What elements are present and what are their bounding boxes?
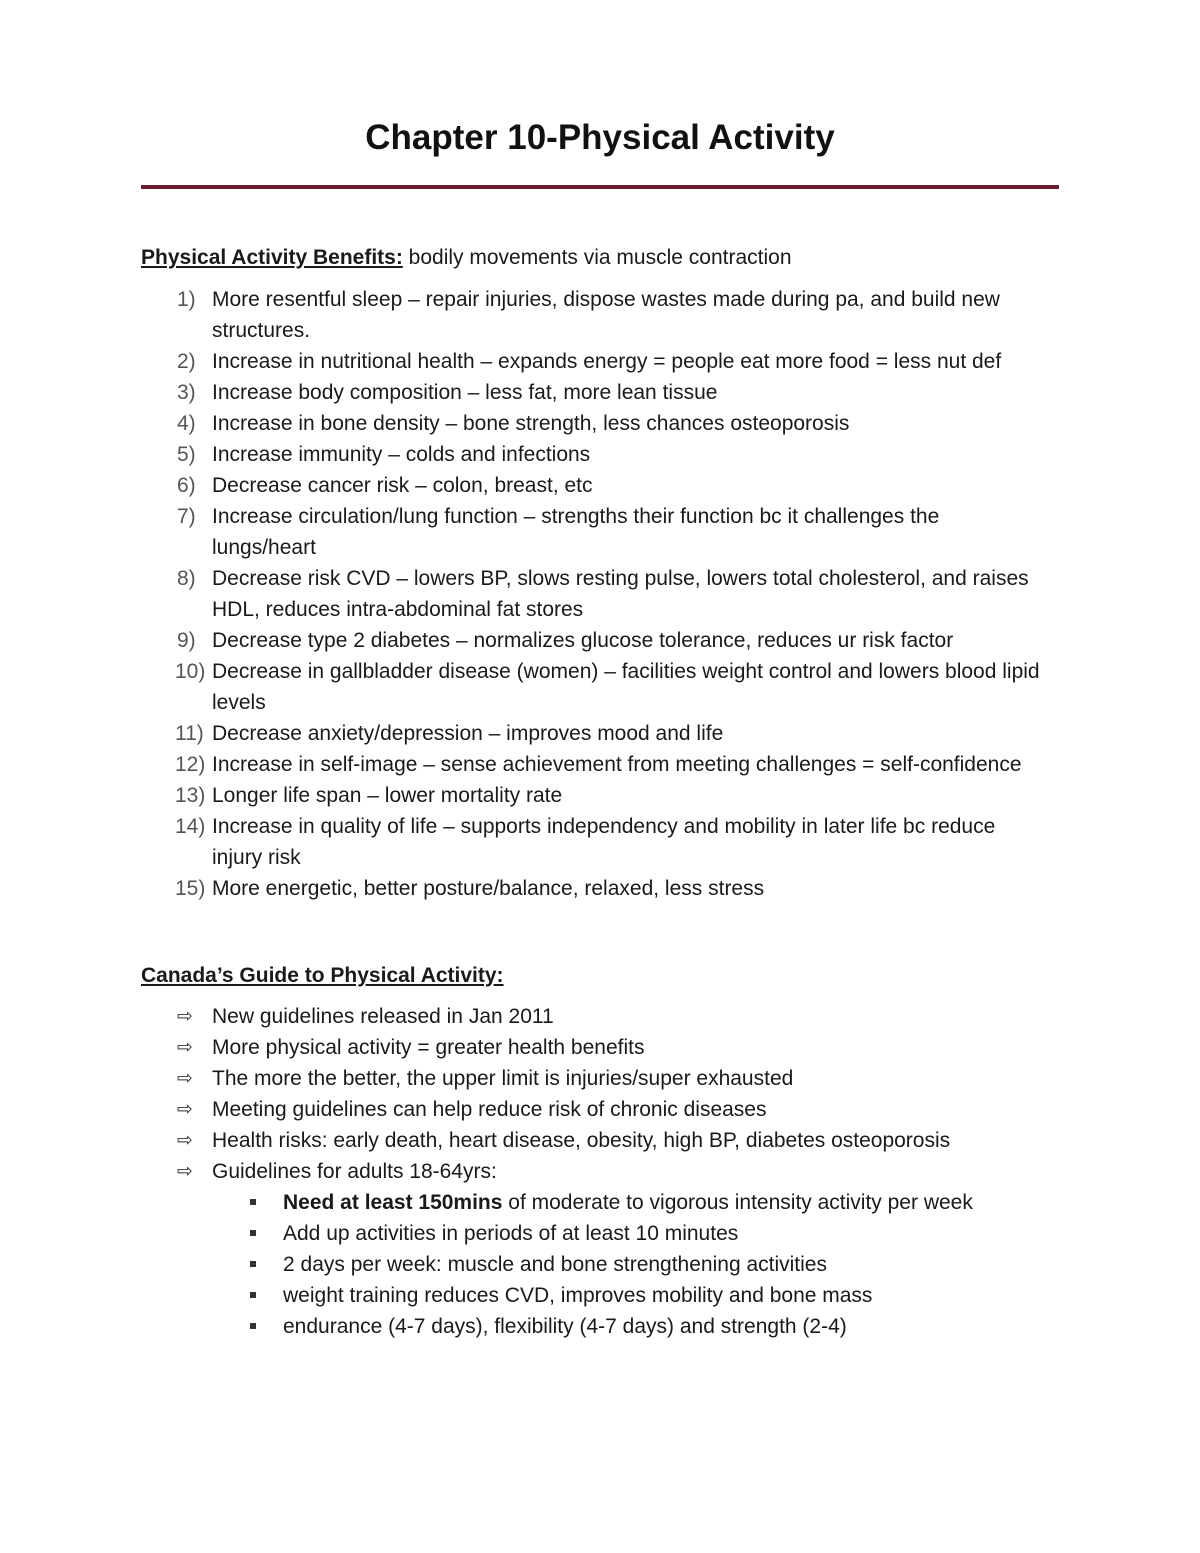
item-text: Increase immunity – colds and infections	[212, 443, 591, 466]
square-bullet-icon	[250, 1199, 256, 1205]
list-item	[141, 1032, 1046, 1063]
item-text: Increase in self-image – sense achievement from meeting challenges = self-confidence	[212, 753, 1022, 776]
list-item	[141, 1001, 1046, 1032]
item-text: More energetic, better posture/balance, relaxed, less stress	[212, 877, 765, 900]
item-text: Decrease risk CVD – lowers BP, slows resting pulse, lowers total cholesterol, and raises HDL, reduces intra-abdominal fat stores	[212, 567, 1029, 621]
list-item	[141, 408, 1046, 439]
list-item	[141, 501, 1046, 563]
section-guide-heading	[141, 960, 504, 991]
list-item	[141, 1063, 1046, 1094]
item-number: 2)	[177, 350, 196, 373]
item-text: Longer life span – lower mortality rate	[212, 784, 563, 807]
item-text: weight training reduces CVD, improves mobility and bone mass	[283, 1284, 873, 1307]
item-number: 11)	[175, 722, 204, 745]
item-number: 7)	[177, 505, 196, 528]
title-divider	[141, 185, 1059, 189]
list-item	[141, 749, 1046, 780]
sublist-item	[141, 1187, 1046, 1218]
item-text: Increase circulation/lung function – strengths their function bc it challenges the lungs/heart	[212, 505, 940, 559]
sublist-item	[141, 1280, 1046, 1311]
benefits-description: bodily movements via muscle contraction	[408, 246, 792, 269]
item-text: Increase in nutritional health – expands energy = people eat more food = less nut def	[212, 350, 1002, 373]
item-text: More resentful sleep – repair injuries, dispose wastes made during pa, and build new structures.	[212, 288, 1000, 342]
square-bullet-icon	[250, 1292, 256, 1298]
list-item	[141, 625, 1046, 656]
benefits-heading-label: Physical Activity Benefits:	[141, 246, 403, 269]
item-number: 3)	[177, 381, 196, 404]
list-item	[141, 470, 1046, 501]
item-text: Decrease anxiety/depression – improves mood and life	[212, 722, 724, 745]
benefits-list	[141, 284, 1046, 904]
list-item	[141, 811, 1046, 873]
guide-heading-label: Canada’s Guide to Physical Activity:	[141, 964, 504, 987]
item-text: Increase body composition – less fat, more lean tissue	[212, 381, 718, 404]
item-text: The more the better, the upper limit is injuries/super exhausted	[212, 1067, 794, 1090]
guide-list	[141, 1001, 1046, 1187]
arrow-icon: ⇨	[177, 1006, 193, 1027]
sublist-item	[141, 1249, 1046, 1280]
item-text: More physical activity = greater health benefits	[212, 1036, 645, 1059]
item-text: Increase in quality of life – supports independency and mobility in later life bc reduce injury risk	[212, 815, 996, 869]
item-number: 12)	[175, 753, 206, 776]
item-number: 13)	[175, 784, 206, 807]
list-item	[141, 1094, 1046, 1125]
sublist-item	[141, 1218, 1046, 1249]
item-number: 14)	[175, 815, 206, 838]
page-title: Chapter 10-Physical Activity	[365, 118, 835, 157]
item-number: 1)	[177, 288, 196, 311]
list-item	[141, 1156, 1046, 1187]
item-text: Guidelines for adults 18-64yrs:	[212, 1160, 497, 1183]
arrow-icon: ⇨	[177, 1161, 193, 1182]
arrow-icon: ⇨	[177, 1099, 193, 1120]
guidelines-sublist	[141, 1187, 1046, 1342]
item-number: 6)	[177, 474, 196, 497]
list-item	[141, 873, 1046, 904]
list-item	[141, 346, 1046, 377]
item-text: Meeting guidelines can help reduce risk of chronic diseases	[212, 1098, 767, 1121]
item-text: Add up activities in periods of at least 10 minutes	[283, 1222, 739, 1245]
arrow-icon: ⇨	[177, 1037, 193, 1058]
item-text: of moderate to vigorous intensity activity per week	[502, 1191, 973, 1214]
item-number: 10)	[175, 660, 206, 683]
item-number: 5)	[177, 443, 196, 466]
arrow-icon: ⇨	[177, 1130, 193, 1151]
square-bullet-icon	[250, 1261, 256, 1267]
arrow-icon: ⇨	[177, 1068, 193, 1089]
square-bullet-icon	[250, 1230, 256, 1236]
list-item	[141, 780, 1046, 811]
item-text: New guidelines released in Jan 2011	[212, 1005, 554, 1028]
item-number: 4)	[177, 412, 196, 435]
item-text: Increase in bone density – bone strength, less chances osteoporosis	[212, 412, 850, 435]
list-item	[141, 439, 1046, 470]
list-item	[141, 563, 1046, 625]
item-text: endurance (4-7 days), flexibility (4-7 days) and strength (2-4)	[283, 1315, 847, 1338]
item-text: 2 days per week: muscle and bone strengthening activities	[283, 1253, 827, 1276]
section-benefits-heading	[141, 242, 792, 273]
list-item	[141, 718, 1046, 749]
list-item	[141, 1125, 1046, 1156]
sublist-item	[141, 1311, 1046, 1342]
list-item	[141, 656, 1046, 718]
list-item	[141, 377, 1046, 408]
item-text: Decrease in gallbladder disease (women) – facilities weight control and lowers blood lipid levels	[212, 660, 1040, 714]
item-text: Decrease type 2 diabetes – normalizes glucose tolerance, reduces ur risk factor	[212, 629, 954, 652]
item-text: Decrease cancer risk – colon, breast, etc	[212, 474, 593, 497]
item-text: Health risks: early death, heart disease, obesity, high BP, diabetes osteoporosis	[212, 1129, 951, 1152]
item-number: 15)	[175, 877, 206, 900]
list-item	[141, 284, 1046, 346]
item-number: 8)	[177, 567, 196, 590]
square-bullet-icon	[250, 1323, 256, 1329]
item-number: 9)	[177, 629, 196, 652]
item-emphasis: Need at least 150mins	[283, 1191, 503, 1214]
